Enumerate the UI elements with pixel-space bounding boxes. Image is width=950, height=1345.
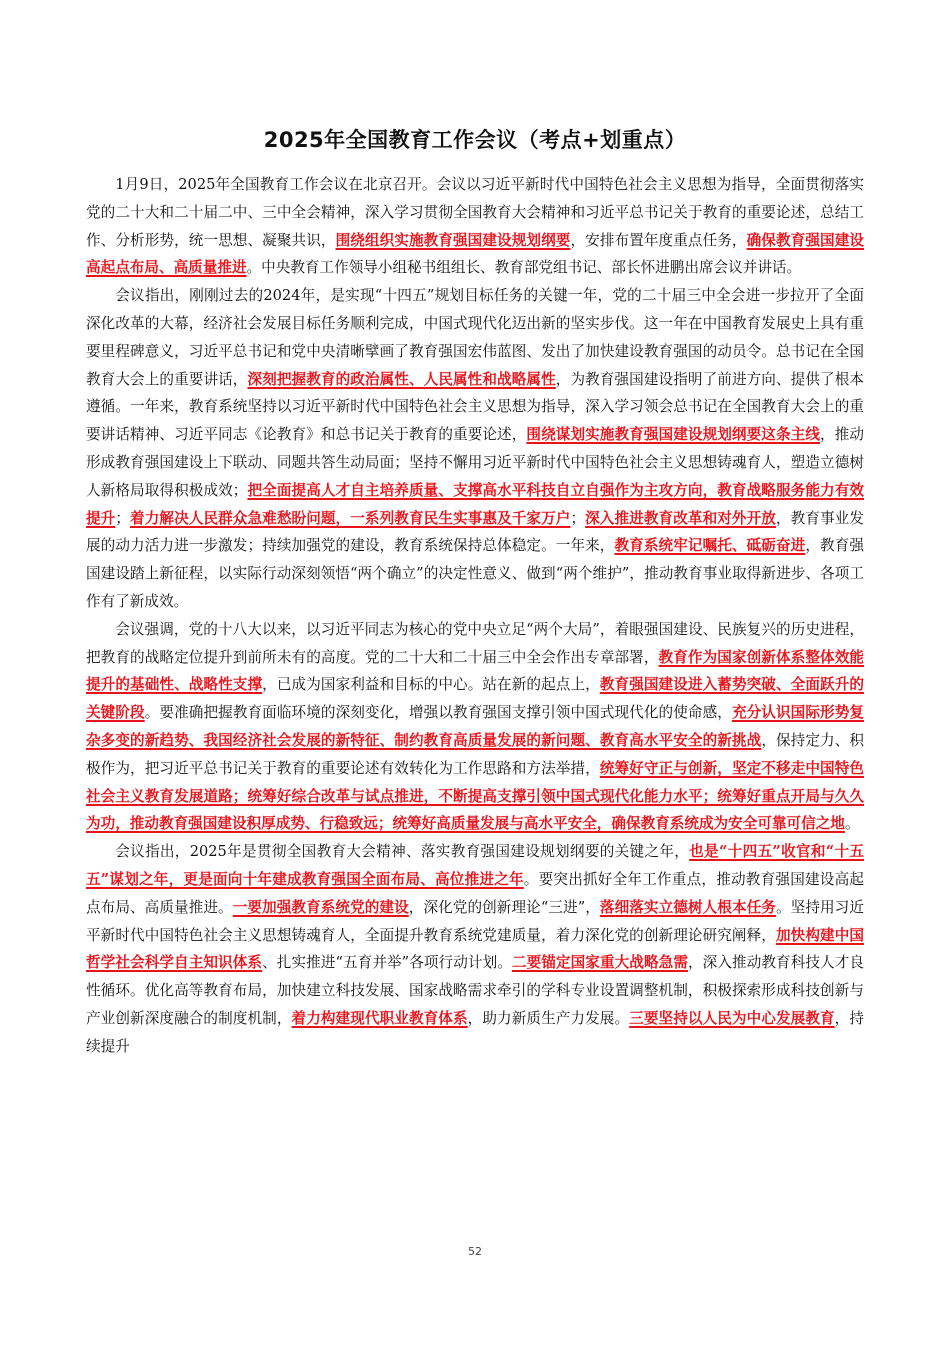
- paragraph-text: 。: [844, 815, 860, 833]
- paragraph-text: ，为教育强国建设指明了前进方向、提供了根本遵循。一年来，教育系统坚持以习近平新时代中国特色社会主义思想为指导，深入学习领会总书记在全国教育大会上的重要讲话精神、习近平同志《论教育》和总书记关于教育的重要论述，: [86, 370, 864, 444]
- paragraph-text: ，安排布置年度重点任务，: [570, 231, 747, 249]
- paragraph-text: ；: [115, 509, 130, 527]
- paragraph-text: 1月9日，2025年全国教育工作会议在北京召开。会议以习近平新时代中国特色社会主义思想为指导，全面贯彻落实党的二十大和二十届二中、三中全会精神，深入学习贯彻全国教育大会精神和习近平总书记关于教育的重要论述，总结工作、分析形势，统一思想、凝聚共识，: [86, 176, 864, 249]
- key-point-highlight: 着力构建现代职业教育体系: [291, 1009, 468, 1027]
- key-point-highlight: 深入推进教育改革和对外开放: [585, 509, 776, 527]
- key-point-highlight: 确保教育强国建设高起点布局、高质量推进: [86, 231, 864, 277]
- key-point-highlight: 深刻把握教育的政治属性、人民属性和战略属性: [247, 370, 556, 388]
- key-point-highlight: 也是“十四五”收官和“十五五”谋划之年，更是面向十年建成教育强国全面布局、高位推进之年: [86, 843, 864, 888]
- key-point-highlight: 围绕组织实施教育强国建设规划纲要: [335, 231, 571, 249]
- key-point-highlight: 统筹好守正与创新，坚定不移走中国特色社会主义教育发展道路；统筹好综合改革与试点推进，不断提高支撑引领中国式现代化能力水平；统筹好重点开局与久久为功，推动教育强国建设积厚成势、行稳致远；统筹好高质量发展与高水平安全，确保教育系统成为安全可靠可信之地: [86, 759, 864, 833]
- key-point-highlight: 教育系统牢记嘱托、砥砺奋进: [614, 537, 806, 555]
- article-body: [86, 171, 864, 1061]
- paragraph-text: ，教育强国建设踏上新征程，以实际行动深刻领悟“两个确立”的决定性意义、做到“两个维护”，推动教育事业取得新进步、各项工作有了新成效。: [86, 537, 864, 610]
- key-point-highlight: 把全面提高人才自主培养质量、支撑高水平科技自立自强作为主攻方向，教育战略服务能力有效提升: [86, 481, 864, 527]
- key-point-highlight: 着力解决人民群众急难愁盼问题，一系列教育民生实事惠及千家万户: [129, 509, 571, 527]
- paragraph: [86, 282, 864, 616]
- paragraph-text: ，助力新质生产力发展。: [467, 1009, 630, 1027]
- paragraph-text: ，已成为国家利益和目标的中心。站在新的起点上，: [262, 676, 600, 694]
- paragraph-text: 。要突出抓好全年工作重点，推动教育强国建设高起点布局、高质量推进。: [86, 870, 864, 916]
- paragraph-text: 。坚持用习近平新时代中国特色社会主义思想铸魂育人，全面提升教育系统党建质量，着力深化党的创新理论研究阐释，: [86, 898, 864, 944]
- paragraph-text: ，持续提升: [86, 1009, 864, 1055]
- paragraph-text: 会议强调，党的十八大以来，以习近平同志为核心的党中央立足“两个大局”，着眼强国建设、民族复兴的历史进程，把教育的战略定位提升到前所未有的高度。党的二十大和二十届三中全会作出专章部署，: [86, 620, 864, 666]
- paragraph-text: ，教育事业发展的动力活力进一步激发；持续加强党的建设，教育系统保持总体稳定。一年来，: [86, 509, 864, 555]
- key-point-highlight: 一要加强教育系统党的建设: [232, 898, 409, 916]
- paragraph: [86, 838, 864, 1060]
- paragraph-text: ，深化党的创新理论“三进”，: [408, 898, 600, 916]
- paragraph-text: ，深入推动教育科技人才良性循环。优化高等教育布局，加快建立科技发展、国家战略需求牵引的学科专业设置调整机制，积极探索形成科技创新与产业创新深度融合的制度机制，: [86, 954, 864, 1027]
- paragraph-text: ，推动形成教育强国建设上下联动、同题共答生动局面；坚持不懈用习近平新时代中国特色社会主义思想铸魂育人，塑造立德树人新格局取得积极成效；: [86, 426, 864, 499]
- paragraph-text: 会议指出，刚刚过去的2024年，是实现“十四五”规划目标任务的关键一年，党的二十届三中全会进一步拉开了全面深化改革的大幕，经济社会发展目标任务顺利完成，中国式现代化迈出新的坚实步伐。这一年在中国教育发展史上具有重要里程碑意义，习近平总书记和党中央清晰擘画了教育强国宏伟蓝图、发出了加快建设教育强国的动员令。总书记在全国教育大会上的重要讲话，: [86, 287, 864, 388]
- key-point-highlight: 三要坚持以人民为中心发展教育: [629, 1009, 835, 1027]
- paragraph-text: 、扎实推进“五育并举”各项行动计划。: [262, 954, 512, 972]
- key-point-highlight: 充分认识国际形势复杂多变的新趋势、我国经济社会发展的新特征、制约教育高质量发展的新问题、教育高水平安全的新挑战: [86, 704, 864, 749]
- key-point-highlight: 教育强国建设进入蓄势突破、全面跃升的关键阶段: [86, 676, 864, 722]
- key-point-highlight: 围绕谋划实施教育强国建设规划纲要这条主线: [526, 426, 821, 444]
- page-title: 2025年全国教育工作会议（考点+划重点）: [263, 128, 687, 152]
- key-point-highlight: 教育作为国家创新体系整体效能提升的基础性、战略性支撑: [86, 648, 864, 694]
- paragraph: [86, 171, 864, 282]
- paragraph-text: ，保持定力、积极作为，把习近平总书记关于教育的重要论述有效转化为工作思路和方法举措，: [86, 731, 864, 777]
- paragraph-text: 会议指出，2025年是贯彻全国教育大会精神、落实教育强国建设规划纲要的关键之年，: [115, 843, 690, 861]
- key-point-highlight: 落细落实立德树人根本任务: [599, 898, 776, 916]
- key-point-highlight: 加快构建中国哲学社会科学自主知识体系: [86, 926, 864, 972]
- paragraph-text: ；: [570, 509, 586, 527]
- page-number: 52: [468, 1245, 482, 1258]
- paragraph-text: 。中央教育工作领导小组秘书组组长、教育部党组书记、部长怀进鹏出席会议并讲话。: [246, 259, 802, 277]
- key-point-highlight: 二要锚定国家重大战略急需: [511, 954, 688, 972]
- paragraph-text: 。要准确把握教育面临环境的深刻变化，增强以教育强国支撑引领中国式现代化的使命感，: [144, 704, 732, 722]
- paragraph: [86, 616, 864, 838]
